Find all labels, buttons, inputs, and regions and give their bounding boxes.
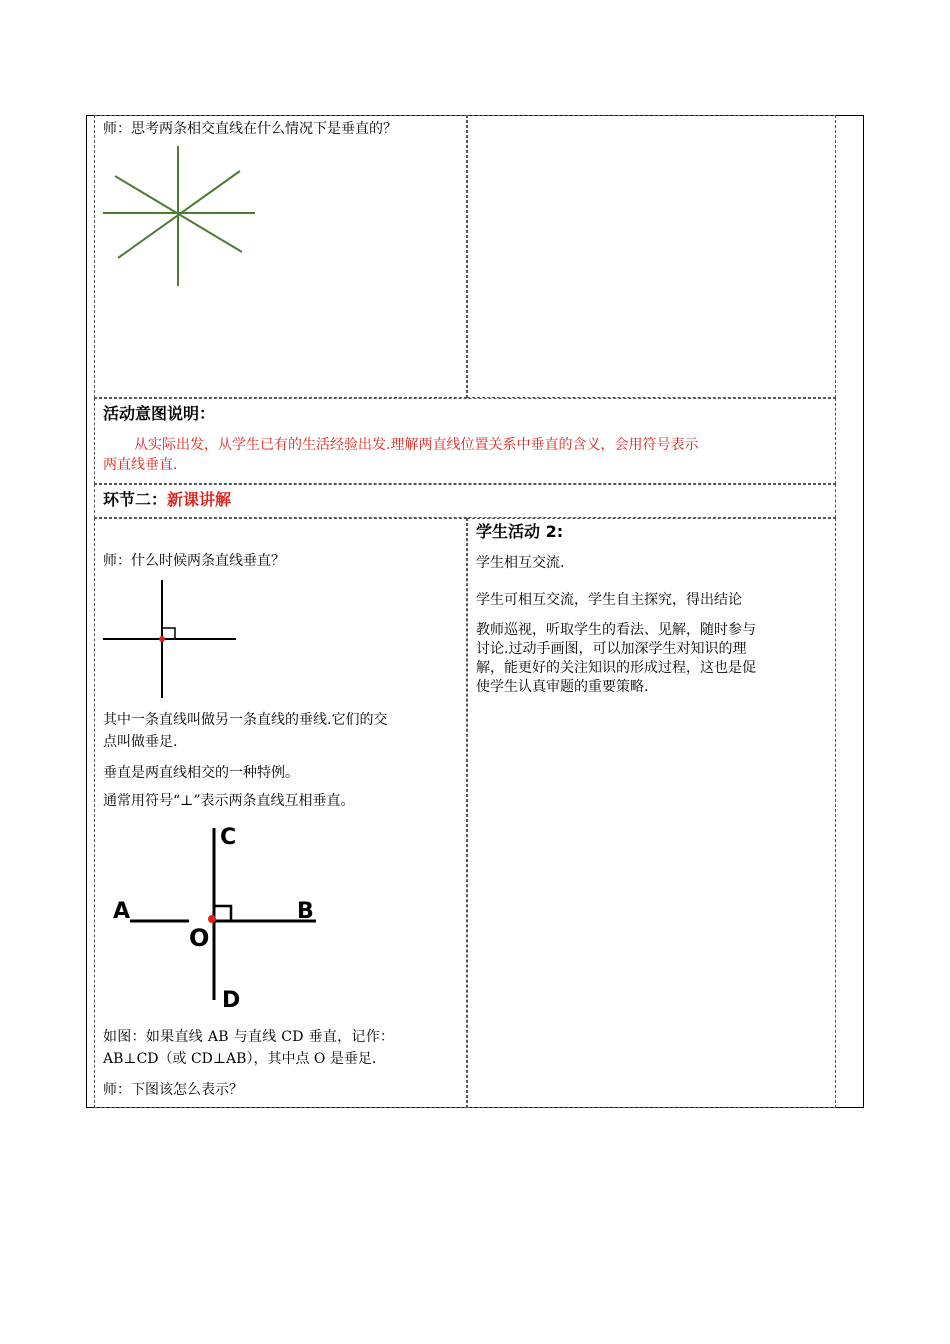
intent-text-line1: 从实际出发，从学生已有的生活经验出发.理解两直线位置关系中垂直的含义，会用符号表示 (134, 437, 699, 453)
special-case-text: 垂直是两直线相交的一种特例。 (103, 765, 299, 781)
perpendicular-figure-simple (100, 578, 240, 700)
point-o (208, 915, 216, 923)
stage2-heading (103, 489, 231, 511)
student-line4: 讨论.过动手画图，可以加深学生对知识的理 (476, 641, 747, 657)
perpendicular-definition-line1: 其中一条直线叫做另一条直线的垂线.它们的交 (103, 712, 388, 728)
foot-point (159, 636, 165, 642)
student-line2: 学生可相互交流，学生自主探究，得出结论 (476, 592, 742, 608)
right-angle-mark-labeled (215, 906, 231, 921)
label-c: C (220, 825, 237, 850)
symbol-text: 通常用符号“⊥”表示两条直线互相垂直。 (103, 793, 355, 809)
row1-right-cell (467, 115, 836, 398)
intent-text-line2: 两直线垂直. (103, 457, 178, 473)
teacher-question-perpendicular: 师：思考两条相交直线在什么情况下是垂直的？ (103, 121, 397, 137)
student-line1: 学生相互交流. (476, 555, 565, 571)
intent-heading: 活动意图说明： (103, 404, 216, 423)
stage2-heading-prefix: 环节二： (103, 490, 168, 509)
right-angle-mark (163, 628, 175, 639)
teacher-question-how-to-express: 师：下图该怎么表示？ (103, 1082, 243, 1098)
perpendicular-figure-labeled (105, 822, 335, 1012)
label-b: B (297, 899, 314, 924)
figure-description-line2: AB⊥CD（或 CD⊥AB），其中点 O 是垂足. (103, 1051, 377, 1067)
teacher-question-when: 师：什么时候两条直线垂直？ (103, 553, 285, 569)
label-a: A (113, 899, 131, 924)
label-o: O (189, 924, 210, 952)
intersecting-lines-figure (100, 144, 260, 289)
student-activity-heading: 学生活动 2: (476, 522, 564, 541)
student-line6: 使学生认真审题的重要策略. (476, 679, 649, 695)
student-line5: 解，能更好的关注知识的形成过程，这也是促 (476, 660, 756, 676)
figure-description-line1: 如图：如果直线 AB 与直线 CD 垂直，记作： (103, 1029, 395, 1045)
label-d: D (222, 988, 241, 1013)
perpendicular-definition-line2: 点叫做垂足. (103, 734, 178, 750)
student-line3: 教师巡视，听取学生的看法、见解，随时参与 (476, 622, 756, 638)
stage2-heading-title: 新课讲解 (167, 490, 232, 509)
